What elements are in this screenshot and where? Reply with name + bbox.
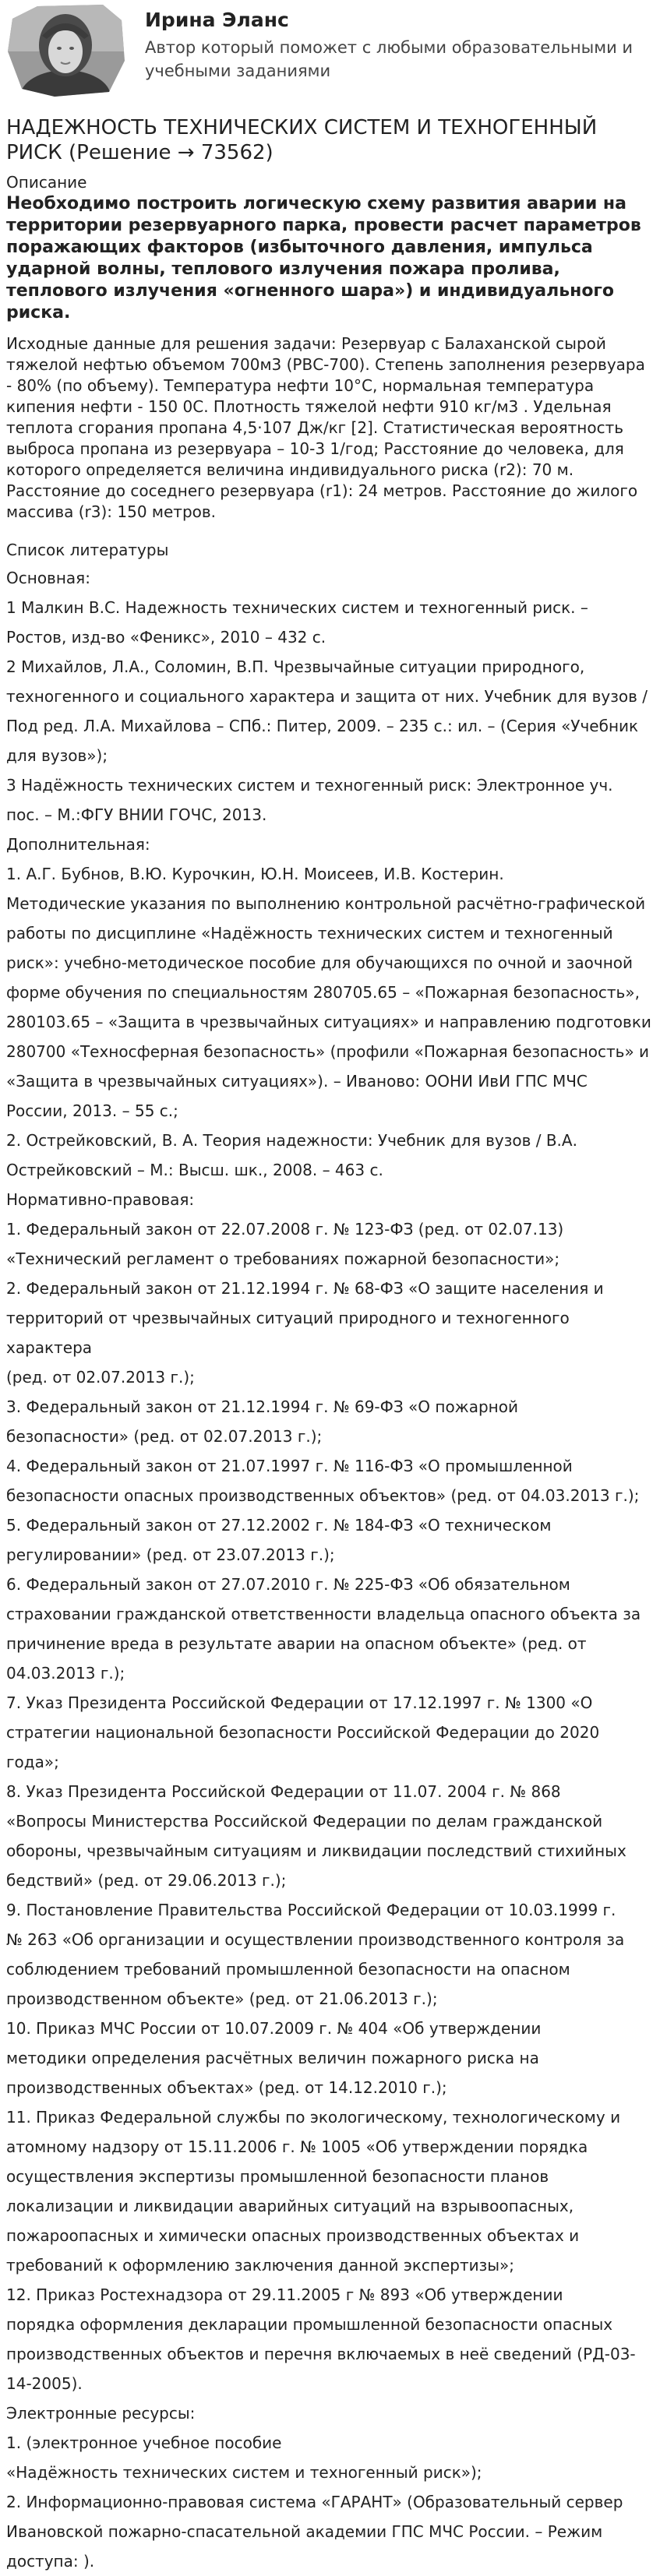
literature-label: Список литературы (6, 541, 169, 559)
literature-line: бедствий» (ред. от 29.06.2013 г.); (6, 1871, 287, 1890)
literature-line: 5. Федеральный закон от 27.12.2002 г. № 184-ФЗ «О техническом (6, 1516, 552, 1535)
literature-line: доступа: ). (6, 2552, 95, 2571)
literature-line: 2. Острейковский, В. А. Теория надежности: Учебник для вузов / В.А. (6, 1131, 577, 1150)
literature-line: Острейковский – М.: Высш. шк., 2008. – 463 с. (6, 1161, 383, 1179)
literature-line: «Надёжность технических систем и техногенный риск»); (6, 2463, 482, 2482)
literature-line: 3. Федеральный закон от 21.12.1994 г. № 69-ФЗ «О пожарной (6, 1397, 518, 1416)
literature-line: 10. Приказ МЧС России от 10.07.2009 г. № 404 «Об утверждении (6, 2019, 542, 2038)
literature-line: 280103.65 – «Защита в чрезвычайных ситуациях» и направлению подготовки (6, 1013, 651, 1031)
literature-line: 1. Федеральный закон от 22.07.2008 г. № 123-ФЗ (ред. от 02.07.13) (6, 1220, 564, 1239)
work-title: НАДЕЖНОСТЬ ТЕХНИЧЕСКИХ СИСТЕМ И ТЕХНОГЕННЫЙ РИСК (Решение → 73562) (6, 116, 598, 164)
literature-line: работы по дисциплине «Надёжность технических систем и техногенный (6, 924, 613, 943)
literature-line: «Защита в чрезвычайных ситуациях»). – Иваново: ООНИ ИвИ ГПС МЧС (6, 1072, 588, 1091)
literature-line: техногенного и социального характера и защита от них. Учебник для вузов / Под ред. Л.А. Михайлова – СПб.: Питер, 2009. – 235 с.: ил. – (Серия «Учебник для вузов»); (6, 687, 648, 765)
literature-line: 1 Малкин В.С. Надежность технических систем и техногенный риск. – (6, 598, 588, 617)
literature-line: Нормативно-правовая: (6, 1190, 195, 1209)
literature-line: Ивановской пожарно-спасательной академии ГПС МЧС России. – Режим (6, 2522, 603, 2541)
literature-line: 11. Приказ Федеральной службы по экологическому, технологическому и (6, 2108, 621, 2127)
task-text: Необходимо построить логическую схему развития аварии на территории резервуарного парка, провести расчет параметров поражающих факторов (избыточного давления, импульса ударной волны, теплового излучения пожара пролива, теплового излучения «огненного шара») и индивидуального риска. (6, 194, 641, 322)
literature-line: 9. Постановление Правительства Российской Федерации от 10.03.1999 г. (6, 1901, 616, 1919)
literature-line: производственных объектов и перечня включаемых в неё сведений (РД-03-14-2005). (6, 2345, 636, 2393)
literature-line: методики определения расчётных величин пожарного риска на (6, 2049, 539, 2067)
literature-line: 2. Федеральный закон от 21.12.1994 г. № 68-ФЗ «О защите населения и (6, 1279, 604, 1298)
literature-line: пожароопасных и химически опасных производственных объектах и (6, 2226, 580, 2245)
literature-line: атомному надзору от 15.11.2006 г. № 1005 «Об утверждении порядка (6, 2137, 588, 2156)
literature-line: 1. А.Г. Бубнов, В.Ю. Курочкин, Ю.Н. Моисеев, И.В. Костерин. (6, 865, 504, 883)
author-description: Автор который поможет с любыми образовательными и учебными заданиями (145, 38, 634, 80)
literature-line: форме обучения по специальностям 280705.65 – «Пожарная безопасность», (6, 983, 640, 1002)
literature-line: производственном объекте» (ред. от 21.06.2013 г.); (6, 1989, 438, 2008)
literature-line: 6. Федеральный закон от 27.07.2010 г. № 225-ФЗ «Об обязательном (6, 1575, 570, 1594)
literature-line: «Технический регламент о требованиях пожарной безопасности»; (6, 1249, 560, 1268)
literature-line: территорий от чрезвычайных ситуаций природного и техногенного характера (6, 1309, 570, 1357)
literature-line: № 263 «Об организации и осуществлении производственного контроля за (6, 1930, 625, 1949)
literature-line: порядка оформления декларации промышленной безопасности опасных (6, 2315, 613, 2334)
source-data-text: Исходные данные для решения задачи: Резервуар с Балаханской сырой тяжелой нефтью объемом 700м3 (РВС-700). Степень заполнения резервуара - 80% (по объему). Температура нефти 10°С, нормальная температура кипения нефти - 150 0С. Плотность тяжелой нефти 910 кг/м3 . Удельная теплота сгорания пропана 4,5·107 Дж/кг [2]. Статистическая вероятность выброса пропана из резервуара – 10-3 1/год; Расстояние до человека, для которого определяется величина индивидуального риска (r2): 70 м. Расстояние до соседнего резервуара (r1): 24 метров. Расстояние до жилого массива (r3): 150 метров. (6, 334, 645, 521)
literature-line: осуществления экспертизы промышленной безопасности планов (6, 2167, 549, 2186)
literature-line: 04.03.2013 г.); (6, 1664, 125, 1683)
literature-line: 1. (электронное учебное пособие (6, 2433, 282, 2452)
literature-line: соблюдением требований промышленной безопасности на опасном (6, 1960, 570, 1979)
literature-line: «Вопросы Министерства Российской Федерации по делам гражданской (6, 1812, 603, 1831)
literature-line: Дополнительная: (6, 835, 150, 854)
literature-line: страховании гражданской ответственности владельца опасного объекта за (6, 1605, 641, 1623)
literature-line: 12. Приказ Ростехнадзора от 29.11.2005 г № 893 «Об утверждении (6, 2285, 563, 2304)
literature-line: Электронные ресурсы: (6, 2404, 196, 2423)
literature-line: безопасности опасных производственных объектов» (ред. от 04.03.2013 г.); (6, 1486, 640, 1505)
author-name[interactable]: Ирина Эланс (145, 9, 289, 31)
literature-line: Методические указания по выполнению контрольной расчётно-графической (6, 894, 646, 913)
literature-line: обороны, чрезвычайным ситуациям и ликвидации последствий стихийных (6, 1841, 626, 1860)
literature-line: 2 Михайлов, Л.А., Соломин, В.П. Чрезвычайные ситуации природного, (6, 657, 585, 676)
literature-line: 4. Федеральный закон от 21.07.1997 г. № 116-ФЗ «О промышленной (6, 1457, 573, 1475)
literature-line: 8. Указ Президента Российской Федерации от 11.07. 2004 г. № 868 (6, 1782, 561, 1801)
literature-line: (ред. от 02.07.2013 г.); (6, 1368, 195, 1387)
literature-line: 280700 «Техносферная безопасность» (профили «Пожарная безопасность» и (6, 1042, 650, 1061)
literature-line: производственных объектах» (ред. от 14.12.2010 г.); (6, 2078, 447, 2097)
literature-line: 7. Указ Президента Российской Федерации от 17.12.1997 г. № 1300 «О (6, 1693, 593, 1712)
literature-line: стратегии национальной безопасности Российской Федерации до 2020 года»; (6, 1723, 600, 1771)
author-avatar (6, 5, 125, 97)
literature-line: регулировании» (ред. от 23.07.2013 г.); (6, 1545, 335, 1564)
literature-line: Ростов, изд-во «Феникс», 2010 – 432 с. (6, 628, 326, 647)
literature-line: пос. – М.:ФГУ ВНИИ ГОЧС, 2013. (6, 805, 267, 824)
literature-line: локализации и ликвидации аварийных ситуаций на взрывоопасных, (6, 2197, 574, 2215)
literature-line: причинение вреда в результате аварии на опасном объекте» (ред. от (6, 1634, 587, 1653)
literature-line: требований к оформлению заключения данной экспертизы»; (6, 2256, 515, 2275)
literature-line: безопасности» (ред. от 02.07.2013 г.); (6, 1427, 323, 1446)
literature-line: России, 2013. – 55 с.; (6, 1101, 178, 1120)
literature-section (6, 537, 654, 2576)
literature-line: Основная: (6, 569, 90, 587)
literature-list (6, 563, 654, 2576)
description-label: Описание (6, 173, 87, 192)
literature-line: 2. Информационно-правовая система «ГАРАНТ» (Образовательный сервер (6, 2493, 623, 2511)
literature-line: 3 Надёжность технических систем и техногенный риск: Электронное уч. (6, 776, 613, 795)
author-card (6, 0, 654, 104)
literature-line: риск»: учебно-методическое пособие для обучающихся по очной и заочной (6, 953, 634, 972)
